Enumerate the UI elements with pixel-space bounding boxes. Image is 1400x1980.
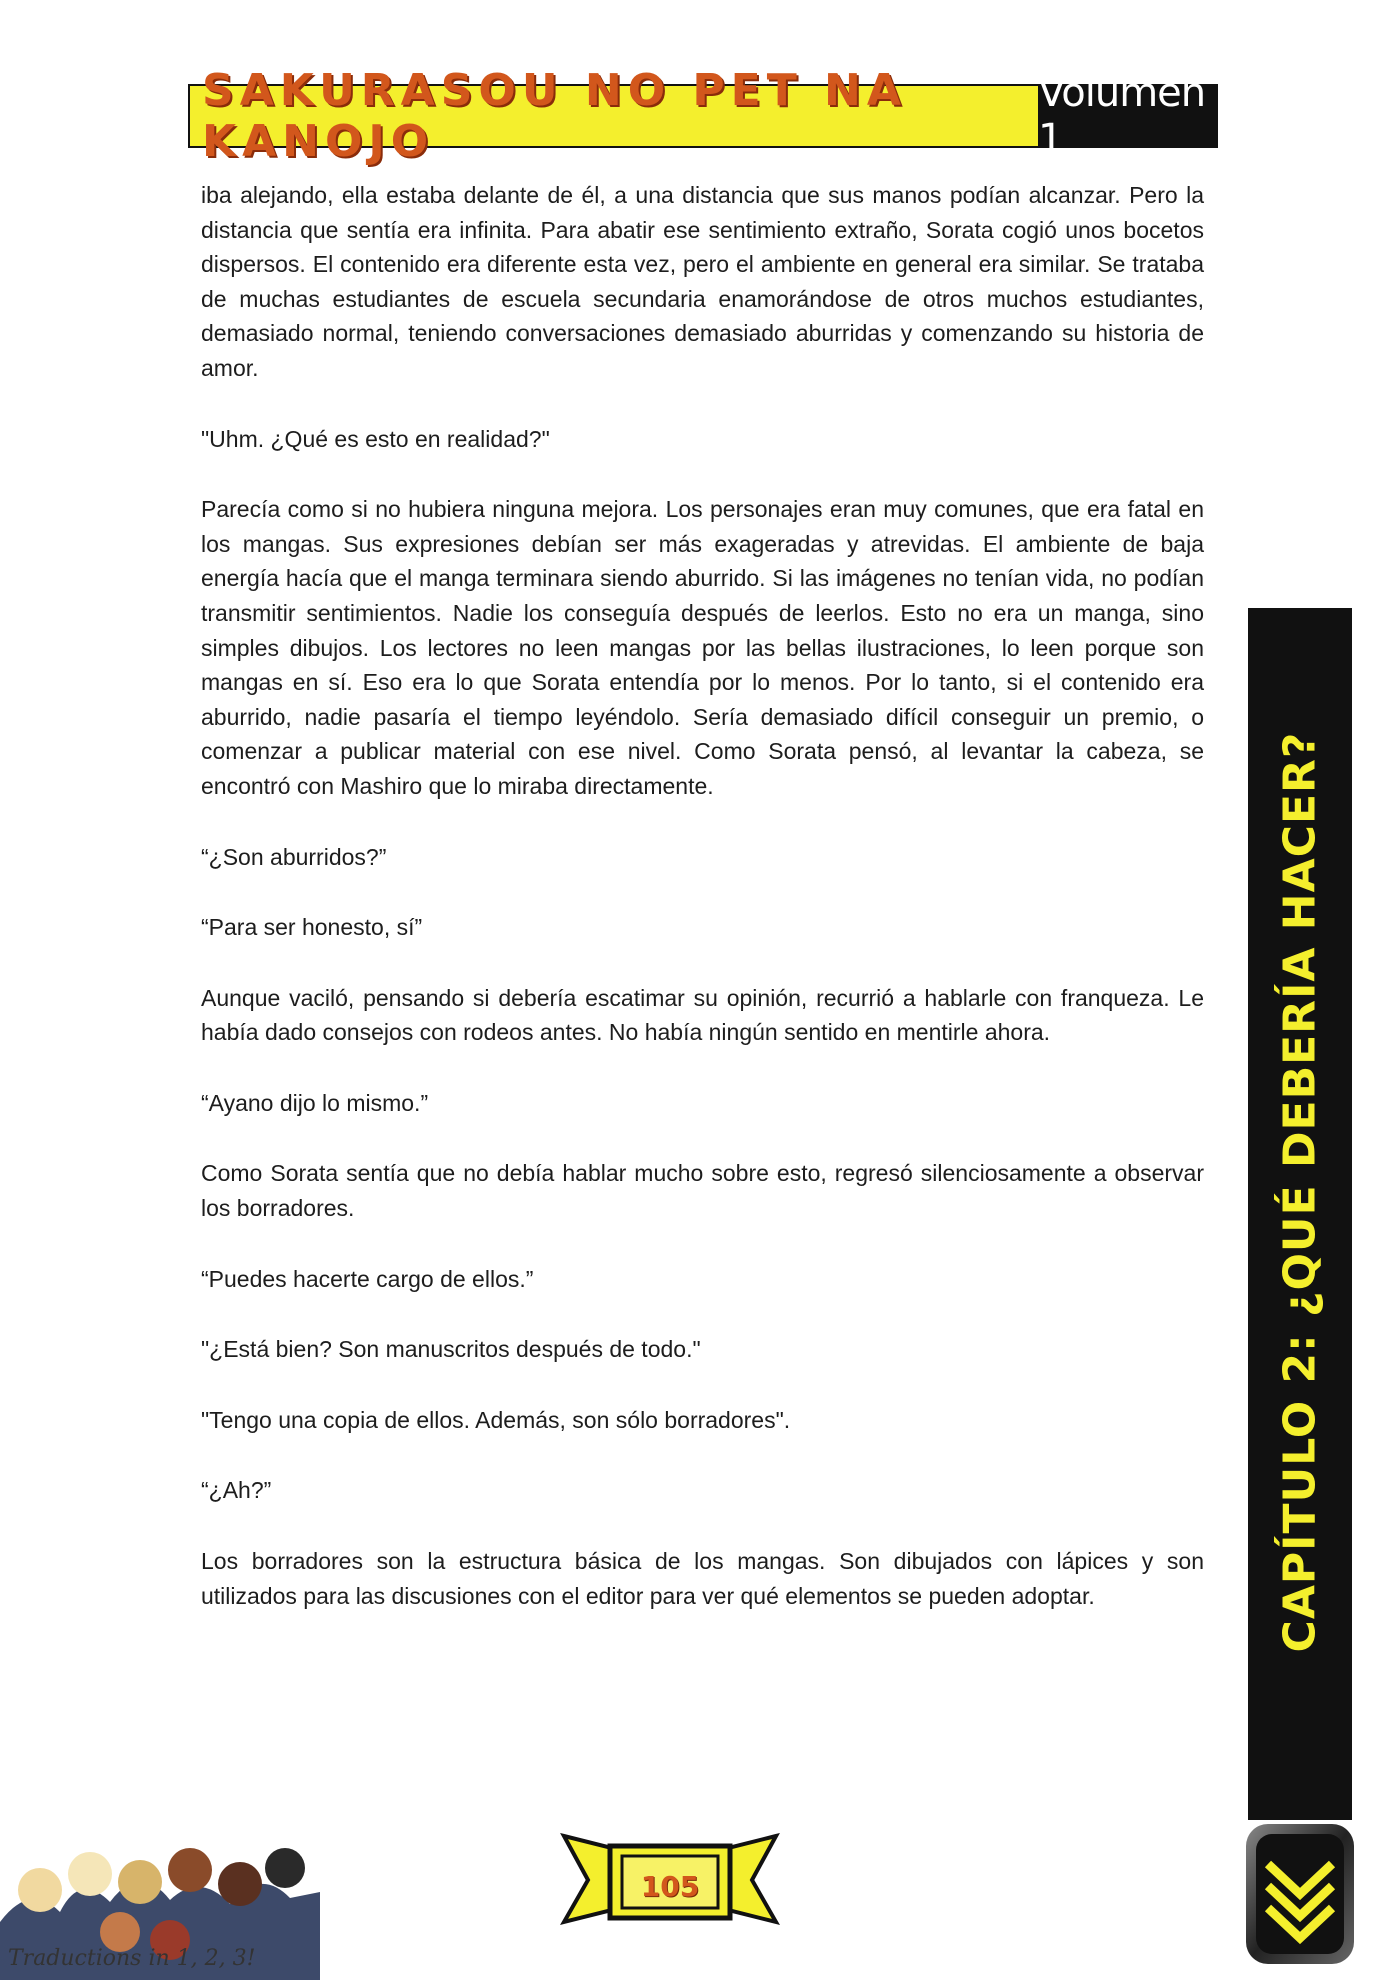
- chevron-down-icon: [1240, 1820, 1360, 1970]
- paragraph: Parecía como si no hubiera ninguna mejora. Los personajes eran muy comunes, que era fatal en los mangas. Sus expresiones debían ser más exageradas y atrevidas. El ambiente de baja energía hacía que el manga terminara siendo aburrido. Si las imágenes no tenían vida, no podían transmitir sentimientos. Nadie los conseguía después de leerlos. Esto no era un manga, sino simples dibujos. Los lectores no leen mangas por las bellas ilustraciones, lo leen porque son mangas en sí. Eso era lo que Sorata entendía por lo menos. Por lo tanto, si el contenido era aburrido, nadie pasaría el tiempo leyéndolo. Sería demasiado difícil conseguir un premio, o comenzar a publicar material con ese nivel. Como Sorata pensó, al levantar la cabeza, se encontró con Mashiro que lo miraba directamente.: [201, 496, 1204, 799]
- series-title: SAKURASOU NO PET NA KANOJO: [190, 86, 1038, 146]
- paragraph: Los borradores son la estructura básica de los mangas. Son dibujados con lápices y son utilizados para las discusiones con el editor para ver qué elementos se pueden adoptar.: [201, 1548, 1204, 1609]
- paragraph: “Ayano dijo lo mismo.”: [201, 1089, 429, 1116]
- paragraph: “Puedes hacerte cargo de ellos.”: [201, 1265, 534, 1292]
- chapter-title-text: CAPÍTULO 2: ¿QUÉ DEBERÍA HACER?: [1274, 731, 1326, 1653]
- paragraph: iba alejando, ella estaba delante de él, a una distancia que sus manos podían alcanzar. Pero la distancia que sentía era infinita. Para abatir ese sentimiento extraño, Sorata cogió unos bocetos dispersos. El contenido era diferente esta vez, pero el ambiente en general era similar. Se trataba de muchas estudiantes de escuela secundaria enamorándose de otros muchos estudiantes, demasiado normal, teniendo conversaciones demasiado aburridas y comenzando su historia de amor.: [201, 182, 1204, 381]
- translator-credit: Traductions in 1, 2, 3!: [8, 1946, 256, 1971]
- paragraph: “¿Son aburridos?”: [201, 843, 387, 870]
- paragraph: Como Sorata sentía que no debía hablar mucho sobre esto, regresó silenciosamente a observar los borradores.: [201, 1160, 1204, 1222]
- paragraph: "Uhm. ¿Qué es esto en realidad?": [201, 425, 550, 452]
- page-body: [201, 178, 1204, 1649]
- volume-label: Volumen 1: [1038, 86, 1216, 146]
- page-header: [188, 65, 1218, 167]
- paragraph: “Para ser honesto, sí”: [201, 914, 423, 941]
- page-number: 105: [640, 1870, 700, 1903]
- paragraph: "Tengo una copia de ellos. Además, son sólo borradores".: [201, 1406, 791, 1433]
- paragraph: “¿Ah?”: [201, 1477, 272, 1504]
- paragraph: Aunque vaciló, pensando si debería escatimar su opinión, recurrió a hablarle con franqueza. Le había dado consejos con rodeos antes. No había ningún sentido en mentirle ahora.: [201, 984, 1204, 1046]
- paragraph: "¿Está bien? Son manuscritos después de todo.": [201, 1336, 701, 1363]
